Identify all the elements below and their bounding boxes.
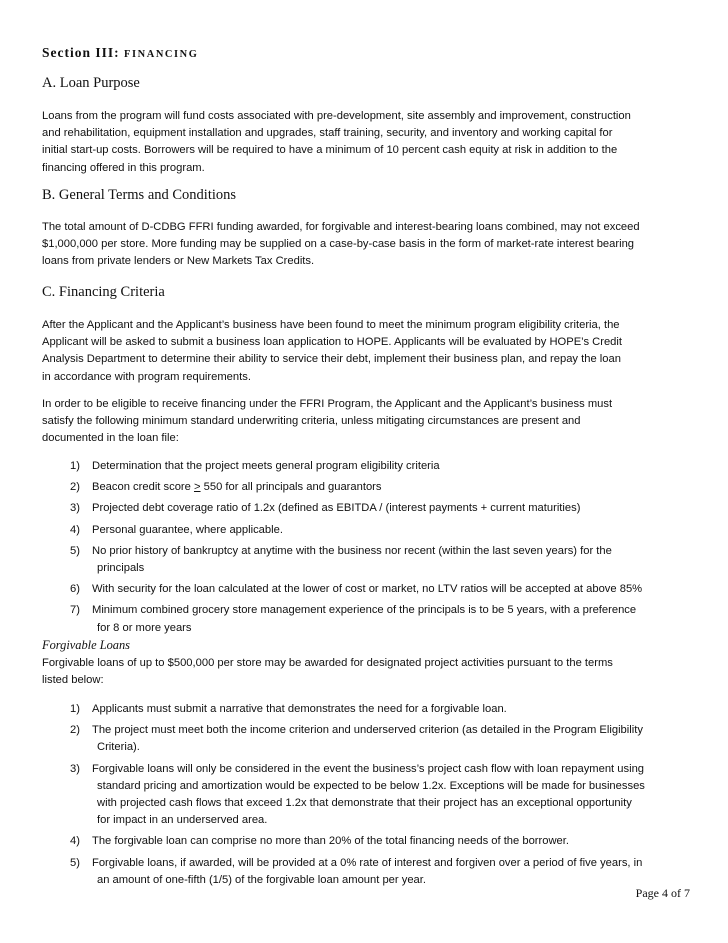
text-line: Applicant will be asked to submit a business loan application to HOPE. Applicants will be evaluated by HOPE’s Credit [42, 336, 622, 349]
list-item [70, 458, 690, 475]
list-text [88, 543, 690, 577]
heading-financing-criteria: C. Financing Criteria [42, 284, 165, 300]
list-text [88, 855, 690, 889]
list-text-line: for 8 or more years [97, 621, 192, 634]
list-text-line: principals [97, 562, 145, 575]
list-number: 3) [70, 762, 80, 775]
text-line: The total amount of D-CDBG FFRI funding awarded, for forgivable and interest-bearing loans combined, may not exceed [42, 221, 640, 233]
list-number: 5) [70, 544, 80, 557]
list-text-line: an amount of one-fifth (1/5) of the forgivable loan amount per year. [97, 873, 426, 886]
list-text-line: The project must meet both the income criterion and underserved criterion (as detailed in the Program Eligibility [92, 724, 643, 737]
section-name: FINANCING [124, 49, 199, 60]
list-text-line: No prior history of bankruptcy at anytime with the business nor recent (within the last seven years) for the [92, 544, 612, 557]
text-line: in accordance with program requirements. [42, 370, 251, 383]
list-text-line: Forgivable loans will only be considered in the event the business’s project cash flow with loan repayment using [92, 762, 645, 775]
list-text: Personal guarantee, where applicable. [92, 523, 283, 536]
list-item [70, 543, 690, 577]
forgivable-intro [42, 655, 692, 689]
forgivable-list [70, 701, 690, 893]
list-item [70, 722, 690, 756]
list-text [88, 761, 690, 830]
list-text: Applicants must submit a narrative that demonstrates the need for a forgivable loan. [92, 703, 507, 715]
list-item [70, 701, 690, 718]
list-item [70, 581, 690, 598]
list-number: 5) [70, 856, 80, 869]
page-number: Page 4 of 7 [635, 886, 690, 900]
criteria-paragraph-1 [42, 317, 692, 386]
list-number: 2) [70, 724, 80, 737]
list-text-line: with projected cash flows that exceed 1.2x that demonstrate that their project has an exceptional opportunity [97, 797, 632, 810]
text-line: listed below: [42, 674, 104, 687]
list-item [70, 761, 690, 830]
text-line: Loans from the program will fund costs associated with pre-development, site assembly and improvement, construction [42, 110, 631, 122]
list-text: Projected debt coverage ratio of 1.2x (defined as EBITDA / (interest payments + current maturities) [92, 502, 581, 515]
text-line: and rehabilitation, equipment installation and upgrades, staff training, security, and inventory and working capital for [42, 127, 613, 140]
list-number: 3) [70, 502, 80, 515]
heading-forgivable-loans: Forgivable Loans [42, 638, 130, 652]
list-number: 1) [70, 703, 80, 715]
list-text [88, 722, 690, 756]
text-line: documented in the loan file: [42, 432, 179, 445]
list-number: 6) [70, 583, 80, 596]
list-text: With security for the loan calculated at the lower of cost or market, no LTV ratios will be accepted at above 85% [92, 583, 643, 596]
text-line: loans from private lenders or New Markets Tax Credits. [42, 255, 315, 268]
list-number: 4) [70, 835, 80, 848]
list-item [70, 522, 690, 539]
list-item [70, 602, 690, 636]
criteria-list [70, 458, 690, 641]
text-line: Forgivable loans of up to $500,000 per store may be awarded for designated project activities pursuant to the terms [42, 657, 613, 669]
text-line: $1,000,000 per store. More funding may be supplied on a case-by-case basis in the form of market-rate interest bearing [42, 238, 635, 251]
section-title [42, 45, 198, 61]
greater-equal-symbol: > [193, 481, 201, 494]
list-number: 1) [70, 460, 80, 472]
text-line: Analysis Department to determine their ability to service their debt, implement their business plan, and repay the loan [42, 353, 621, 366]
text-line: After the Applicant and the Applicant’s business have been found to meet the minimum program eligibility criteria, the [42, 319, 620, 331]
text-line: initial start-up costs. Borrowers will be required to have a minimum of 10 percent cash equity at risk in addition to the [42, 144, 618, 157]
heading-general-terms: B. General Terms and Conditions [42, 187, 237, 203]
list-text-line: Minimum combined grocery store management experience of the principals is to be 5 years, with a preference [92, 604, 637, 617]
list-text-line: for impact in an underserved area. [97, 814, 268, 827]
text-line: In order to be eligible to receive financing under the FFRI Program, the Applicant and the Applicant’s business must [42, 398, 613, 410]
list-item [70, 479, 690, 496]
list-item [70, 500, 690, 517]
list-text-pre: Beacon credit score [92, 481, 194, 494]
section-roman: Section III: [42, 45, 125, 60]
list-text [88, 479, 690, 496]
list-text-line: Forgivable loans, if awarded, will be provided at a 0% rate of interest and forgiven over a period of five years, in [92, 856, 643, 869]
list-text: The forgivable loan can comprise no more than 20% of the total financing needs of the borrower. [92, 835, 569, 848]
list-text [88, 602, 690, 636]
list-item [70, 833, 690, 850]
list-text-post: 550 for all principals and guarantors [200, 481, 382, 494]
list-number: 4) [70, 523, 80, 536]
list-item [70, 855, 690, 889]
loan-purpose-paragraph [42, 108, 692, 177]
list-text: Determination that the project meets general program eligibility criteria [92, 460, 440, 472]
text-line: satisfy the following minimum standard underwriting criteria, unless mitigating circumstances are present and [42, 415, 581, 428]
criteria-paragraph-2 [42, 396, 692, 448]
list-text-line: standard pricing and amortization would be expected to be below 1.2x. Exceptions will be made for businesses [97, 779, 645, 792]
general-terms-paragraph [42, 219, 692, 271]
list-number: 2) [70, 481, 80, 494]
list-text-line: Criteria). [97, 741, 140, 754]
text-line: financing offered in this program. [42, 161, 205, 174]
heading-loan-purpose: A. Loan Purpose [42, 75, 140, 91]
list-number: 7) [70, 604, 80, 617]
